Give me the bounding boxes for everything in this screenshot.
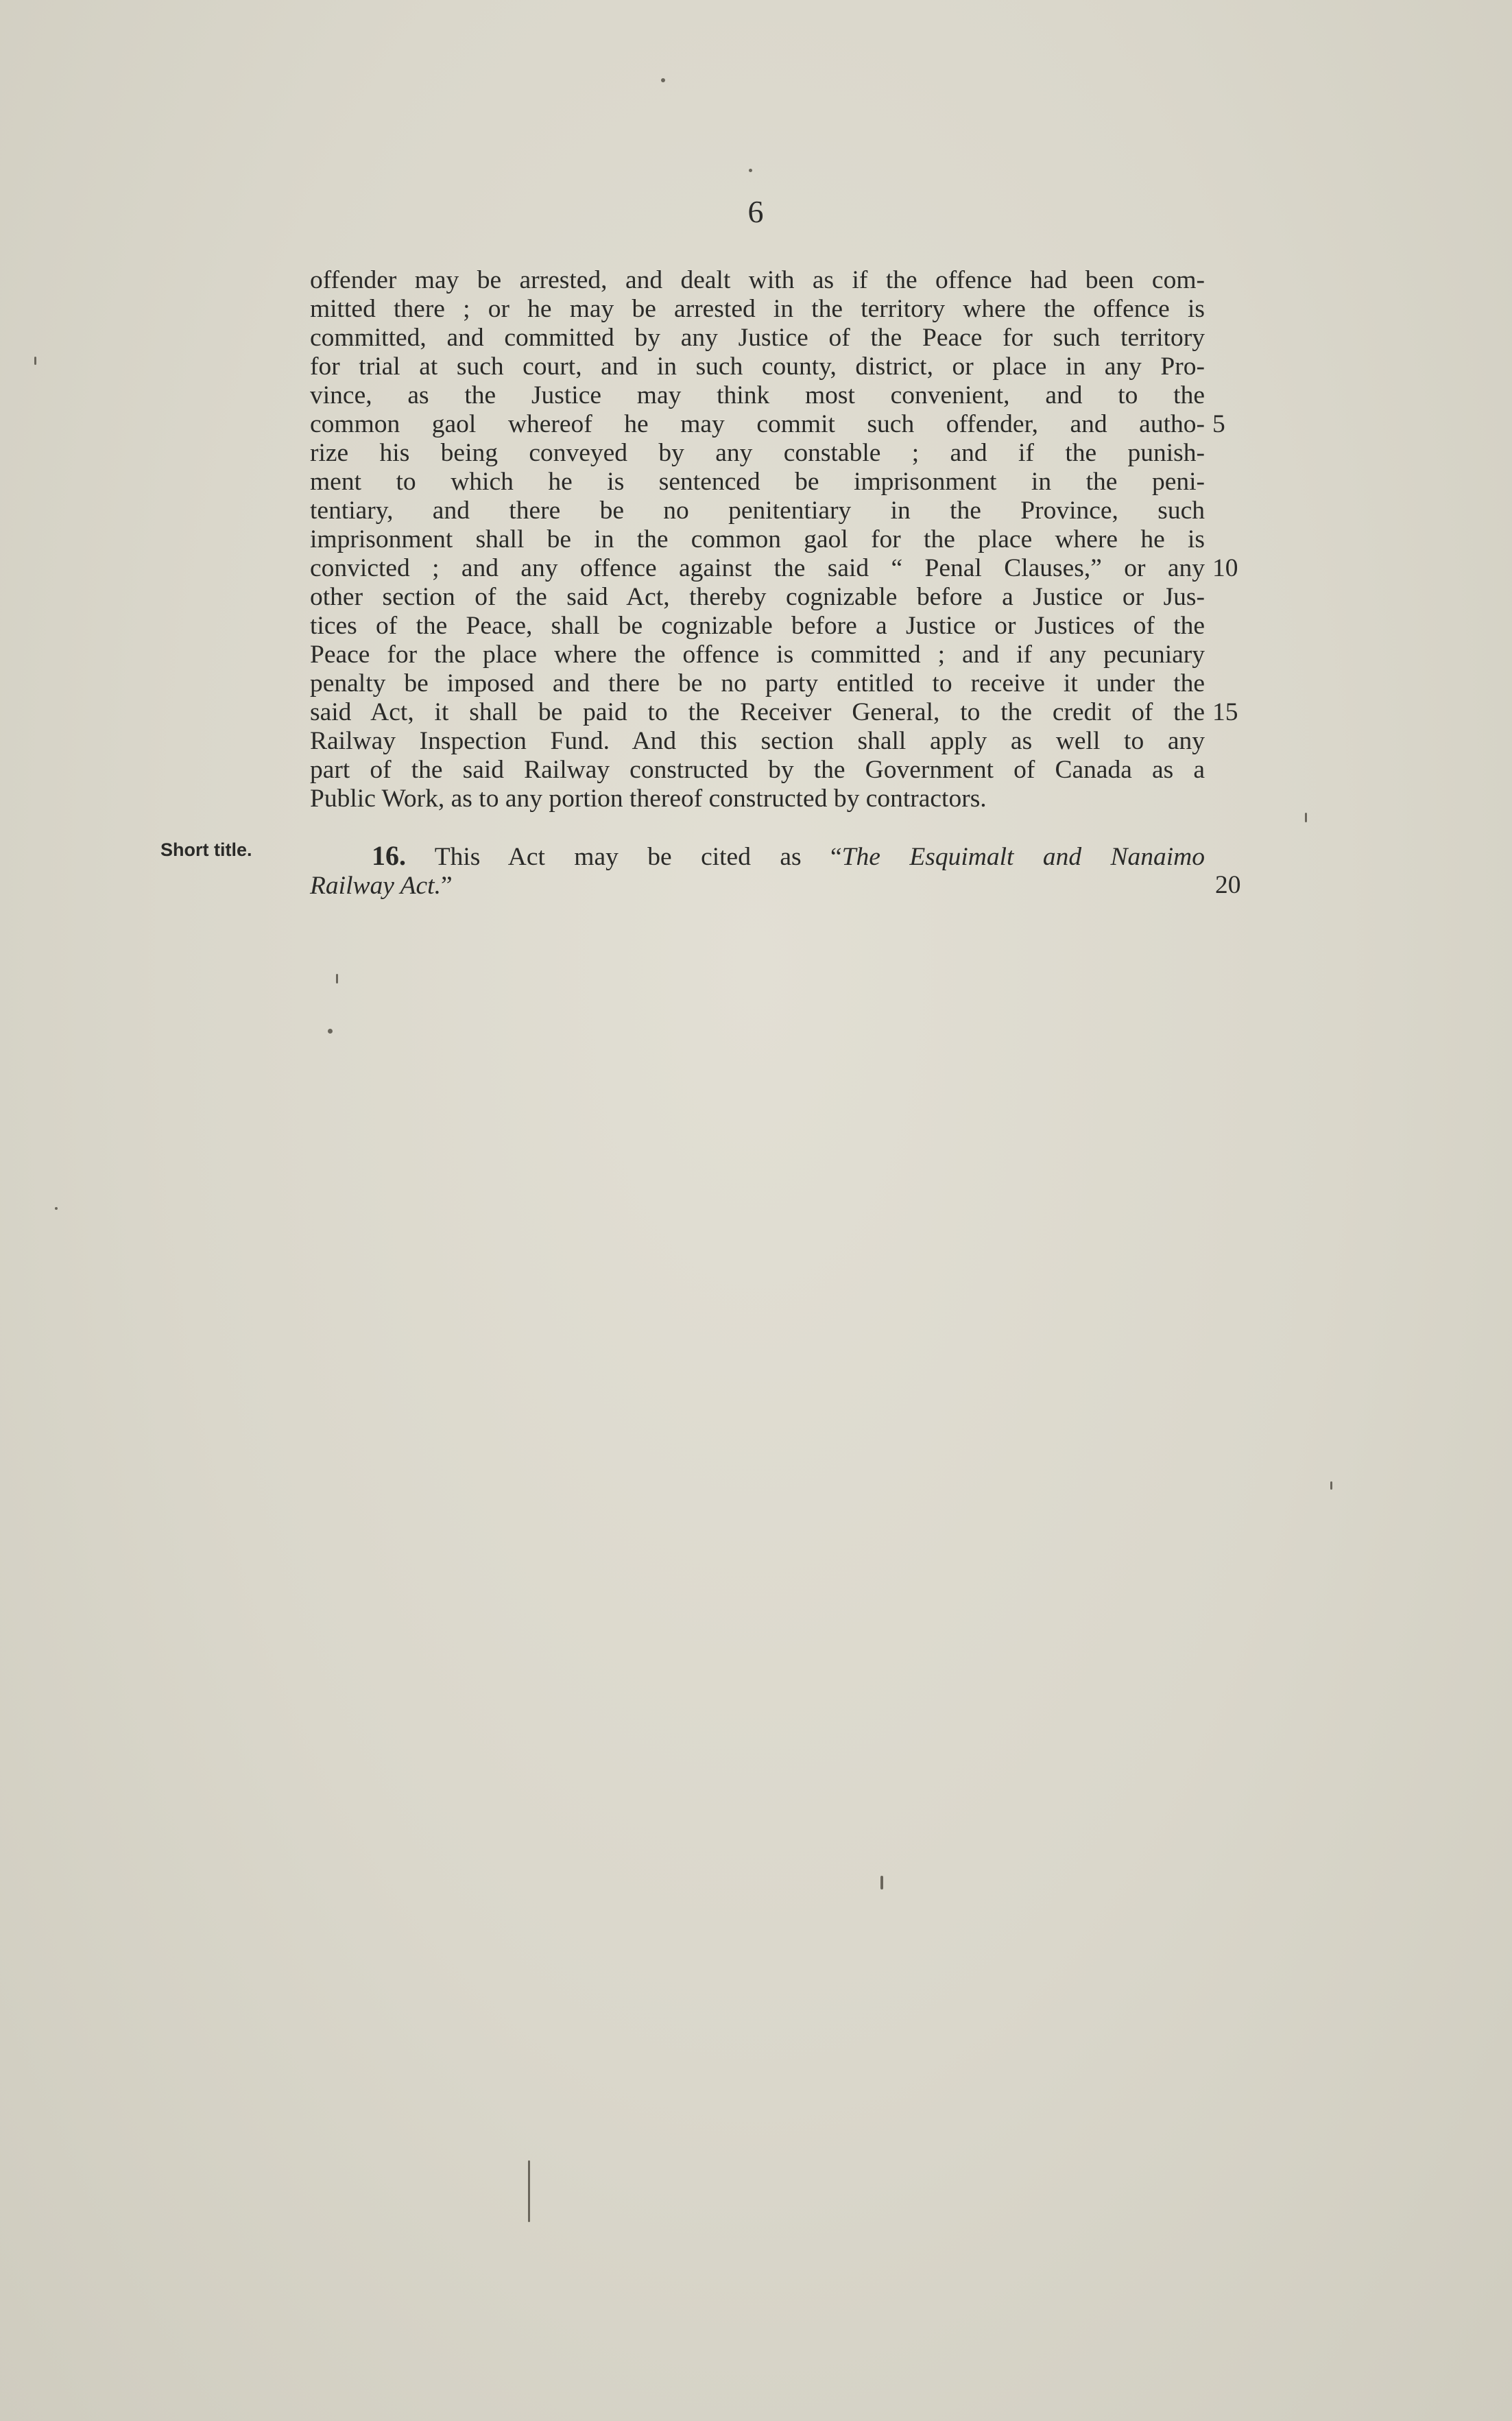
paper-speck [661,78,665,82]
body-line: Railway Inspection Fund. And this section shall apply as well to any [310,727,1205,755]
section-body-text [310,266,1205,813]
body-line: tices of the Peace, shall be cognizable before a Justice or Justices of the [310,612,1205,640]
body-line: other section of the said Act, thereby cognizable before a Justice or Jus- [310,583,1205,611]
body-line: part of the said Railway constructed by the Government of Canada as a [310,756,1205,784]
body-line: penalty be imposed and there be no party entitled to receive it under the [310,669,1205,697]
body-line: vince, as the Justice may think most convenient, and to the [310,381,1205,409]
body-line: tentiary, and there be no penitentiary in the Province, such [310,497,1205,525]
line-number: 15 [1212,698,1238,726]
body-line: Peace for the place where the offence is committed ; and if any pecuniary [310,641,1205,669]
quote-open: “ [830,843,842,871]
body-line: imprisonment shall be in the common gaol for the place where he is [310,525,1205,553]
section-16 [310,841,1205,901]
line-number-20: 20 [1215,871,1241,899]
paper-speck [34,357,36,365]
page-number: 6 [747,194,764,229]
body-line: said Act, it shall be paid to the Receiver General, to the credit of the [310,698,1205,726]
paper-speck [336,974,338,983]
act-title-part-2: Railway Act. [310,872,441,900]
paper-speck [1305,813,1307,822]
body-line: common gaol whereof he may commit such offender, and autho- [310,410,1205,438]
line-number: 5 [1212,410,1225,438]
show-through-texture [158,1070,1255,2085]
marginal-note-short-title: Short title. [160,839,252,860]
section-16-line-2 [310,871,1205,901]
body-line: Public Work, as to any portion thereof constructed by contractors. [310,785,987,813]
body-line: offender may be arrested, and dealt with as if the offence had been com- [310,266,1205,294]
quote-close: ” [440,872,453,900]
act-title-part-1: The Esquimalt and Nanaimo [841,843,1205,871]
body-line: committed, and committed by any Justice of the Peace for such territory [310,324,1205,352]
body-line: mitted there ; or he may be arrested in the territory where the offence is [310,295,1205,323]
paper-speck [528,2160,530,2222]
body-line: ment to which he is sentenced be imprisonment in the peni- [310,468,1205,496]
body-line: convicted ; and any offence against the said “ Penal Clauses,” or any [310,554,1205,582]
body-line: for trial at such court, and in such county, district, or place in any Pro- [310,353,1205,381]
paper-speck [749,169,752,172]
section-text: This Act may be cited as [434,843,802,871]
section-number: 16. [372,840,406,871]
paper-speck [1330,1481,1332,1490]
paper-speck [55,1207,58,1210]
paper-speck [880,1876,883,1889]
body-line: rize his being conveyed by any constable ; and if the punish- [310,439,1205,467]
line-number: 10 [1212,554,1238,582]
section-16-line-1 [310,841,1205,871]
paper-speck [328,1029,333,1034]
